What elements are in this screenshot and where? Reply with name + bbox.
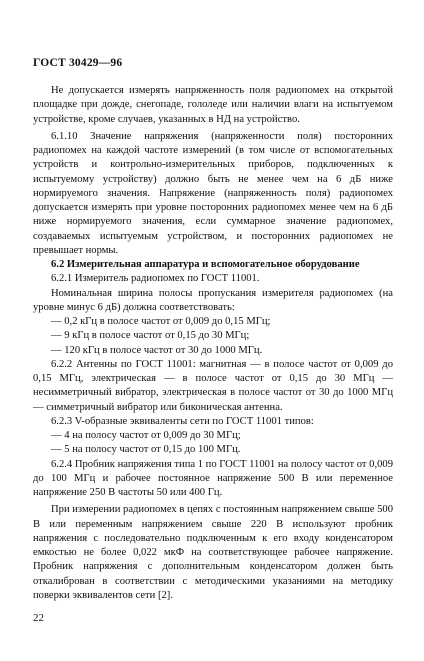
list-item: — 0,2 кГц в полосе частот от 0,009 до 0,15 МГц; [51, 316, 271, 327]
section-heading: 6.2 Измерительная аппаратура и вспомогательное оборудование [51, 259, 360, 270]
body-text [33, 84, 393, 603]
standard-header: ГОСТ 30429—96 [33, 57, 123, 69]
paragraph: 6.2.4 Пробник напряжения типа 1 по ГОСТ 11001 на полосу частот от 0,009 до 100 МГц и рабочее постоянное напряжение 500 В или переменное напряжение 250 В частоты 50 или 400 Гц. [33, 458, 393, 498]
paragraph: При измерении радиопомех в цепях с постоянным напряжением свыше 500 В или переменным напряжением свыше 220 В используют пробник напряжения с последовательно подключенным к его входу конденсатором емкостью не более 0,022 мкФ на соответствующее рабочее напряжение. Пробник напряжения с дополнительным конденсатором должен быть откалиброван в соответствии с методическими указаниями на методику поверки эквивалентов сети [2]. [33, 504, 393, 601]
list-item: — 4 на полосу частот от 0,009 до 30 МГц; [51, 430, 241, 441]
paragraph: 6.2.1 Измеритель радиопомех по ГОСТ 11001. [51, 273, 260, 285]
paragraph: 6.2.3 V-образные эквиваленты сети по ГОСТ 11001 типов: [51, 415, 314, 427]
list-item: — 9 кГц в полосе частот от 0,15 до 30 МГц; [51, 330, 250, 342]
paragraph: Не допускается измерять напряженность поля радиопомех на открытой площадке при дожде, снегопаде, гололеде или наличии влаги на испытуемом устройстве, кроме случаев, указанных в НД на устройство. [33, 85, 393, 125]
list-item: — 5 на полосу частот от 0,15 до 100 МГц. [51, 444, 241, 456]
paragraph: Номинальная ширина полосы пропускания измерителя радиопомех (на уровне минус 6 дБ) должна соответствовать: [33, 287, 393, 313]
paragraph: 6.2.2 Антенны по ГОСТ 11001: магнитная — в полосе частот от 0,009 до 0,15 МГц, электрическая — в полосе частот от 0,15 до 30 МГц — несимметричный вибратор, электрическая в полосе частот от 30 до 1000 МГц — симметричный вибратор или биконическая антенна. [33, 358, 393, 413]
paragraph: 6.1.10 Значение напряжения (напряженности поля) посторонних радиопомех на каждой частоте измерений (в том числе от вспомогательных устройств и контрольно-измерительных приборов, подключенных к испытуемому устройству) должно быть не менее чем на 6 дБ ниже нормируемого значения. Напряжение (напряженность поля) радиопомех допускается измерять при уровне посторонних радиопомех менее чем на 6 дБ ниже нормируемого значения, если суммарное значение радиопомех, создаваемых испытуемым устройством, и посторонних радиопомех не превышает нормы. [33, 130, 393, 256]
list-item: — 120 кГц в полосе частот от 30 до 1000 МГц. [51, 344, 263, 356]
page-number: 22 [33, 612, 44, 624]
